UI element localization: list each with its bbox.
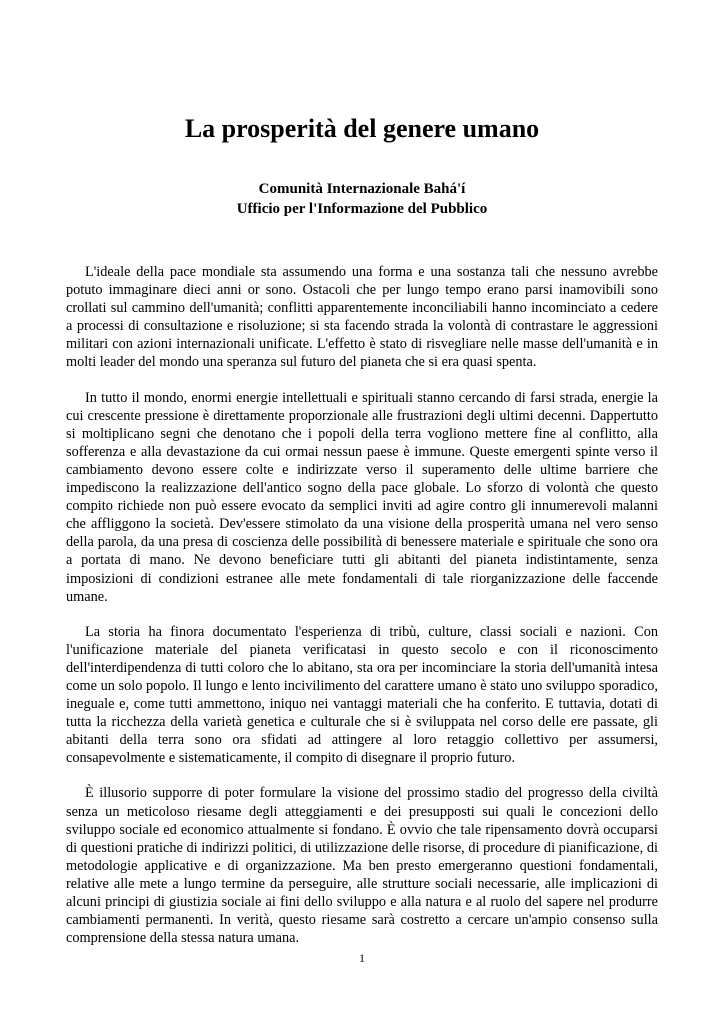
document-page [66,0,658,1024]
paragraph-2: In tutto il mondo, enormi energie intellettuali e spirituali stanno cercando di farsi strada, energie la cui crescente pressione è direttamente proporzionale alle frustrazioni degli ultimi decenni. Dappertutto si moltiplicano segni che denotano che i popoli della terra vogliono mettere fine al conflitto, alla sofferenza e alla devastazione da cui ormai nessun paese è immune. Queste emergenti spinte verso il cambiamento devono essere colte e indirizzate verso il superamento delle ultime barriere che impediscono la realizzazione dell'antico sogno della pace globale. Lo sforzo di volontà che questo compito richiede non può essere evocato da semplici inviti ad agire contro gli innumerevoli malanni che affliggono la società. Dev'essere stimolato da una visione della prosperità umana nel vero senso della parola, da una presa di coscienza delle possibilità di benessere materiale e spirituale che sono ora a portata di mano. Ne devono beneficiare tutti gli abitanti del pianeta indistintamente, senza imposizioni di condizioni estranee alle mete fondamentali di tale riorganizzazione delle faccende umane. [66,389,658,605]
document-subtitles [66,179,658,219]
paragraph-3: La storia ha finora documentato l'esperienza di tribù, culture, classi sociali e nazioni. Con l'unificazione materiale del pianeta verificatasi in questo secolo e con il riconoscimento dell'interdipendenza di tutti coloro che lo abitano, sta ora per incominciare la storia dell'umanità intesa come un solo popolo. Il lungo e lento incivilimento del carattere umano è stato uno sviluppo sporadico, ineguale e, come tutti ammettono, iniquo nei vantaggi materiali che ha conferito. E tuttavia, dotati di tutta la ricchezza della varietà genetica e culturale che si è sviluppata nel corso delle ere passate, gli abitanti della terra sono ora sfidati ad attingere al loro retaggio collettivo per assumersi, consapevolmente e sistematicamente, il compito di disegnare il proprio futuro. [66,623,658,767]
organization-name: Comunità Internazionale Bahá'í [258,181,466,197]
office-name: Ufficio per l'Informazione del Pubblico [236,201,488,217]
document-title: La prosperità del genere umano [184,114,540,143]
document-body [66,263,658,964]
paragraph-1: L'ideale della pace mondiale sta assumendo una forma e una sostanza tali che nessuno avrebbe potuto immaginare dieci anni or sono. Ostacoli che per lungo tempo erano parsi inamovibili sono crollati sul cammino dell'umanità; conflitti apparentemente inconciliabili hanno incominciato a cedere a processi di consultazione e risoluzione; si sta facendo strada la volontà di contrastare le aggressioni militari con azioni internazionali unificate. L'effetto è stato di risvegliare nelle masse dell'umanità e in molti leader del mondo una speranza sul futuro del pianeta che si era quasi spenta. [66,264,658,371]
paragraph-4: È illusorio supporre di poter formulare la visione del prossimo stadio del progresso della civiltà senza un meticoloso riesame degli atteggiamenti e dei presupposti sui quali le concezioni dello sviluppo sociale ed economico attualmente si fondano. È ovvio che tale ripensamento dovrà occuparsi di questioni pratiche di indirizzi politici, di utilizzazione delle risorse, di procedure di pianificazione, di metodologie applicative e di organizzazione. Ma ben presto emergeranno questioni fondamentali, relative alle mete a lungo termine da perseguire, alle strutture sociali necessarie, alle implicazioni di alcuni principi di giustizia sociale ai fini dello sviluppo e alla natura e al ruolo del sapere nel produrre cambiamenti permanenti. In verità, questo riesame sarà costretto a cercare un'ampio consenso sulla comprensione della stessa natura umana. [66,785,658,947]
page-number: 1 [359,951,365,965]
